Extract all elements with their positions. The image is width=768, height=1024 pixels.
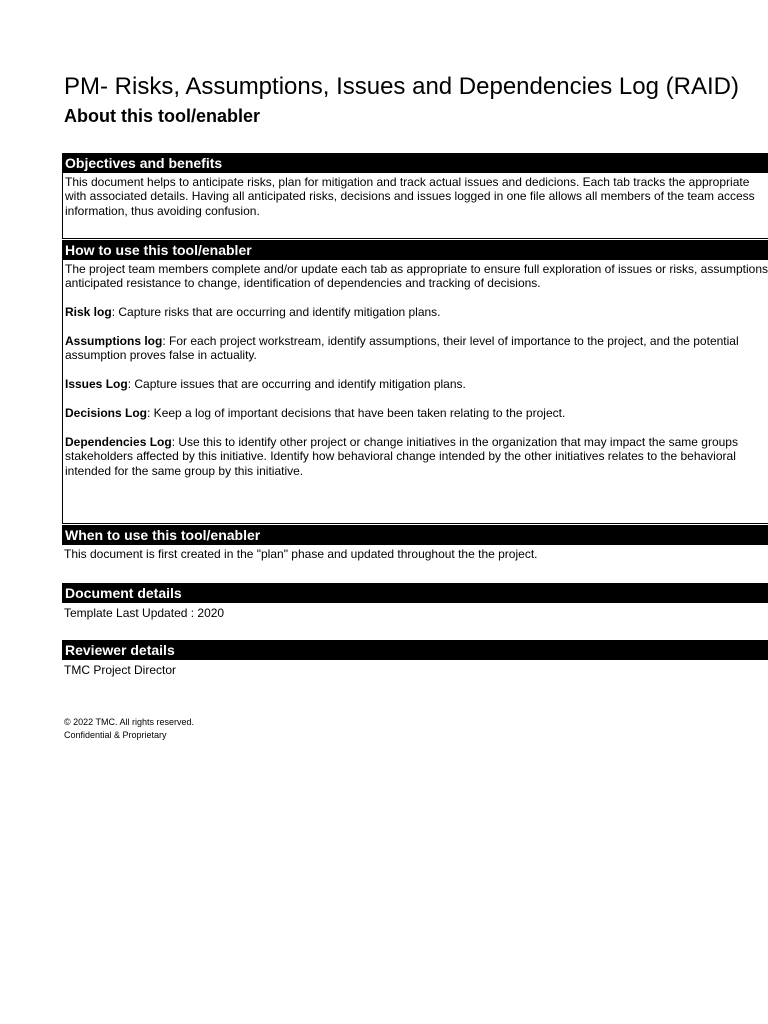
confidential-notice: Confidential & Proprietary: [64, 730, 167, 740]
assumptions-log-paragraph: [65, 334, 768, 363]
objectives-body: [62, 173, 768, 221]
document-details-header: Document details: [62, 583, 768, 603]
reviewer-details-header: Reviewer details: [62, 640, 768, 660]
reviewer-details-text: TMC Project Director: [64, 663, 177, 677]
intro-line: anticipated resistance to change, identification of dependencies and tracking of decisions.: [65, 276, 541, 291]
risk-log-label: Risk log: [65, 305, 112, 320]
assumptions-log-label: Assumptions log: [65, 334, 163, 348]
how-to-use-body: [62, 260, 768, 505]
risk-log-text: : Capture risks that are occurring and identify mitigation plans.: [111, 305, 441, 320]
objectives-line: This document helps to anticipate risks, plan for mitigation and track actual issues and dedicions. Each tab tracks the appropriate: [65, 175, 750, 189]
objectives-header: Objectives and benefits: [62, 153, 768, 173]
decisions-log-paragraph: [65, 406, 768, 420]
assumptions-log-line2: assumption proves false in actuality.: [65, 348, 257, 363]
dependencies-log-line2: stakeholders affected by this initiative. Identify how behavioral change intended by the other initiatives relates to the behavioral: [65, 449, 736, 464]
when-to-use-header: When to use this tool/enabler: [62, 525, 768, 545]
intro-line: The project team members complete and/or update each tab as appropriate to ensure full exploration of issues or risks, assumptions: [65, 262, 768, 276]
document-details-text: Template Last Updated : 2020: [64, 606, 225, 620]
assumptions-log-text: : For each project workstream, identify assumptions, their level of importance to the project, and the potential: [162, 334, 739, 348]
issues-log-paragraph: [65, 377, 768, 391]
dependencies-log-paragraph: [65, 435, 768, 478]
how-to-use-intro: [65, 262, 768, 291]
dependencies-log-label: Dependencies Log: [65, 434, 172, 449]
when-to-use-text: This document is first created in the "plan" phase and updated throughout the the project.: [64, 547, 538, 561]
issues-log-text: : Capture issues that are occurring and identify mitigation plans.: [127, 377, 466, 392]
objectives-line: with associated details. Having all anticipated risks, decisions and issues logged in one file allows all members of the team access: [65, 189, 755, 204]
how-to-use-spacer-row: [62, 505, 768, 524]
copyright-notice: © 2022 TMC. All rights reserved.: [64, 717, 195, 727]
objectives-line: information, thus avoiding confusion.: [65, 203, 260, 218]
decisions-log-text: : Keep a log of important decisions that have been taken relating to the project.: [147, 406, 566, 420]
when-to-use-body: [62, 545, 768, 565]
dependencies-log-line3: intended for the same group by this initiative.: [65, 463, 304, 478]
page-title: PM- Risks, Assumptions, Issues and Dependencies Log (RAID): [64, 73, 739, 100]
risk-log-paragraph: [65, 305, 768, 319]
issues-log-label: Issues Log: [65, 377, 128, 392]
dependencies-log-text: : Use this to identify other project or change initiatives in the organization that may impact the same groups: [171, 434, 738, 449]
how-to-use-header: How to use this tool/enabler: [62, 240, 768, 260]
objectives-spacer-row: [62, 221, 768, 239]
decisions-log-label: Decisions Log: [65, 406, 148, 420]
page-subtitle: About this tool/enabler: [64, 106, 260, 126]
